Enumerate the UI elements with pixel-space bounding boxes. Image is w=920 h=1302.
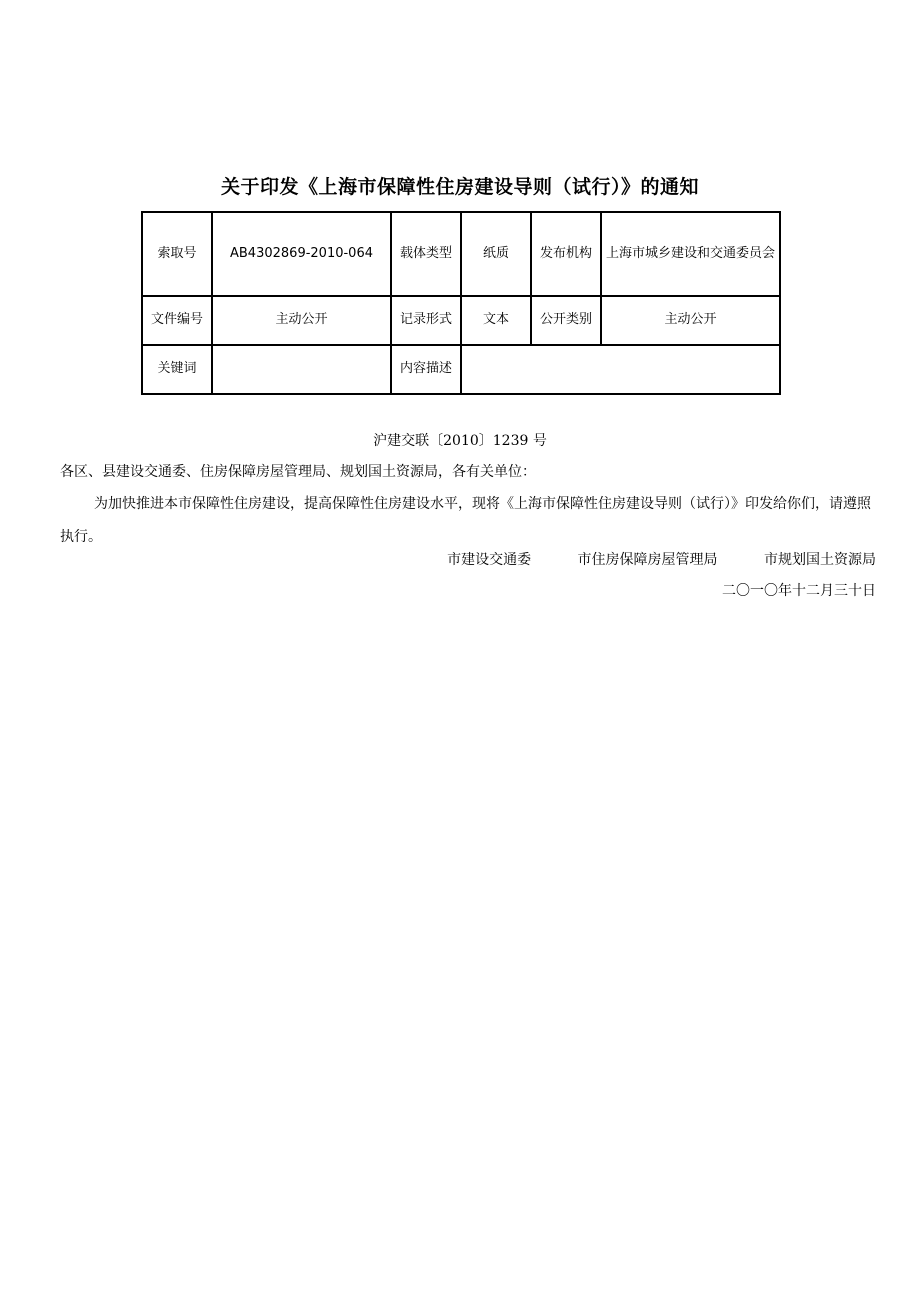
signer-construction-committee: 市建设交通委 — [447, 552, 532, 568]
signers — [447, 549, 876, 569]
publisher-value: 上海市城乡建设和交通委员会 — [601, 212, 780, 296]
table-row — [142, 212, 780, 296]
carrier-type-label: 载体类型 — [391, 212, 461, 296]
keywords-value — [212, 345, 391, 394]
disclosure-type-value: 主动公开 — [601, 296, 780, 345]
record-form-label: 记录形式 — [391, 296, 461, 345]
description-label: 内容描述 — [391, 345, 461, 394]
file-no-value: 主动公开 — [212, 296, 391, 345]
publisher-label: 发布机构 — [531, 212, 601, 296]
index-no-value: AB4302869-2010-064 — [212, 212, 391, 296]
disclosure-type-label: 公开类别 — [531, 296, 601, 345]
index-no-label: 索取号 — [142, 212, 212, 296]
keywords-label: 关键词 — [142, 345, 212, 394]
issue-date: 二〇一〇年十二月三十日 — [722, 583, 876, 599]
file-no-label: 文件编号 — [142, 296, 212, 345]
carrier-type-value: 纸质 — [461, 212, 531, 296]
body-paragraph: 为加快推进本市保障性住房建设，提高保障性住房建设水平，现将《上海市保障性住房建设导则（试行）》印发给你们，请遵照执行。 — [60, 496, 871, 545]
addressee: 各区、县建设交通委、住房保障房屋管理局、规划国土资源局，各有关单位： — [60, 464, 536, 480]
signer-housing-bureau: 市住房保障房屋管理局 — [577, 552, 718, 568]
doc-number: 沪建交联〔2010〕1239 号 — [373, 433, 547, 449]
metadata-table — [141, 211, 781, 395]
signer-planning-bureau: 市规划国土资源局 — [764, 552, 876, 568]
table-row — [142, 345, 780, 394]
document-title: 关于印发《上海市保障性住房建设导则（试行）》的通知 — [220, 176, 699, 198]
record-form-value: 文本 — [461, 296, 531, 345]
description-value — [461, 345, 780, 394]
table-row — [142, 296, 780, 345]
